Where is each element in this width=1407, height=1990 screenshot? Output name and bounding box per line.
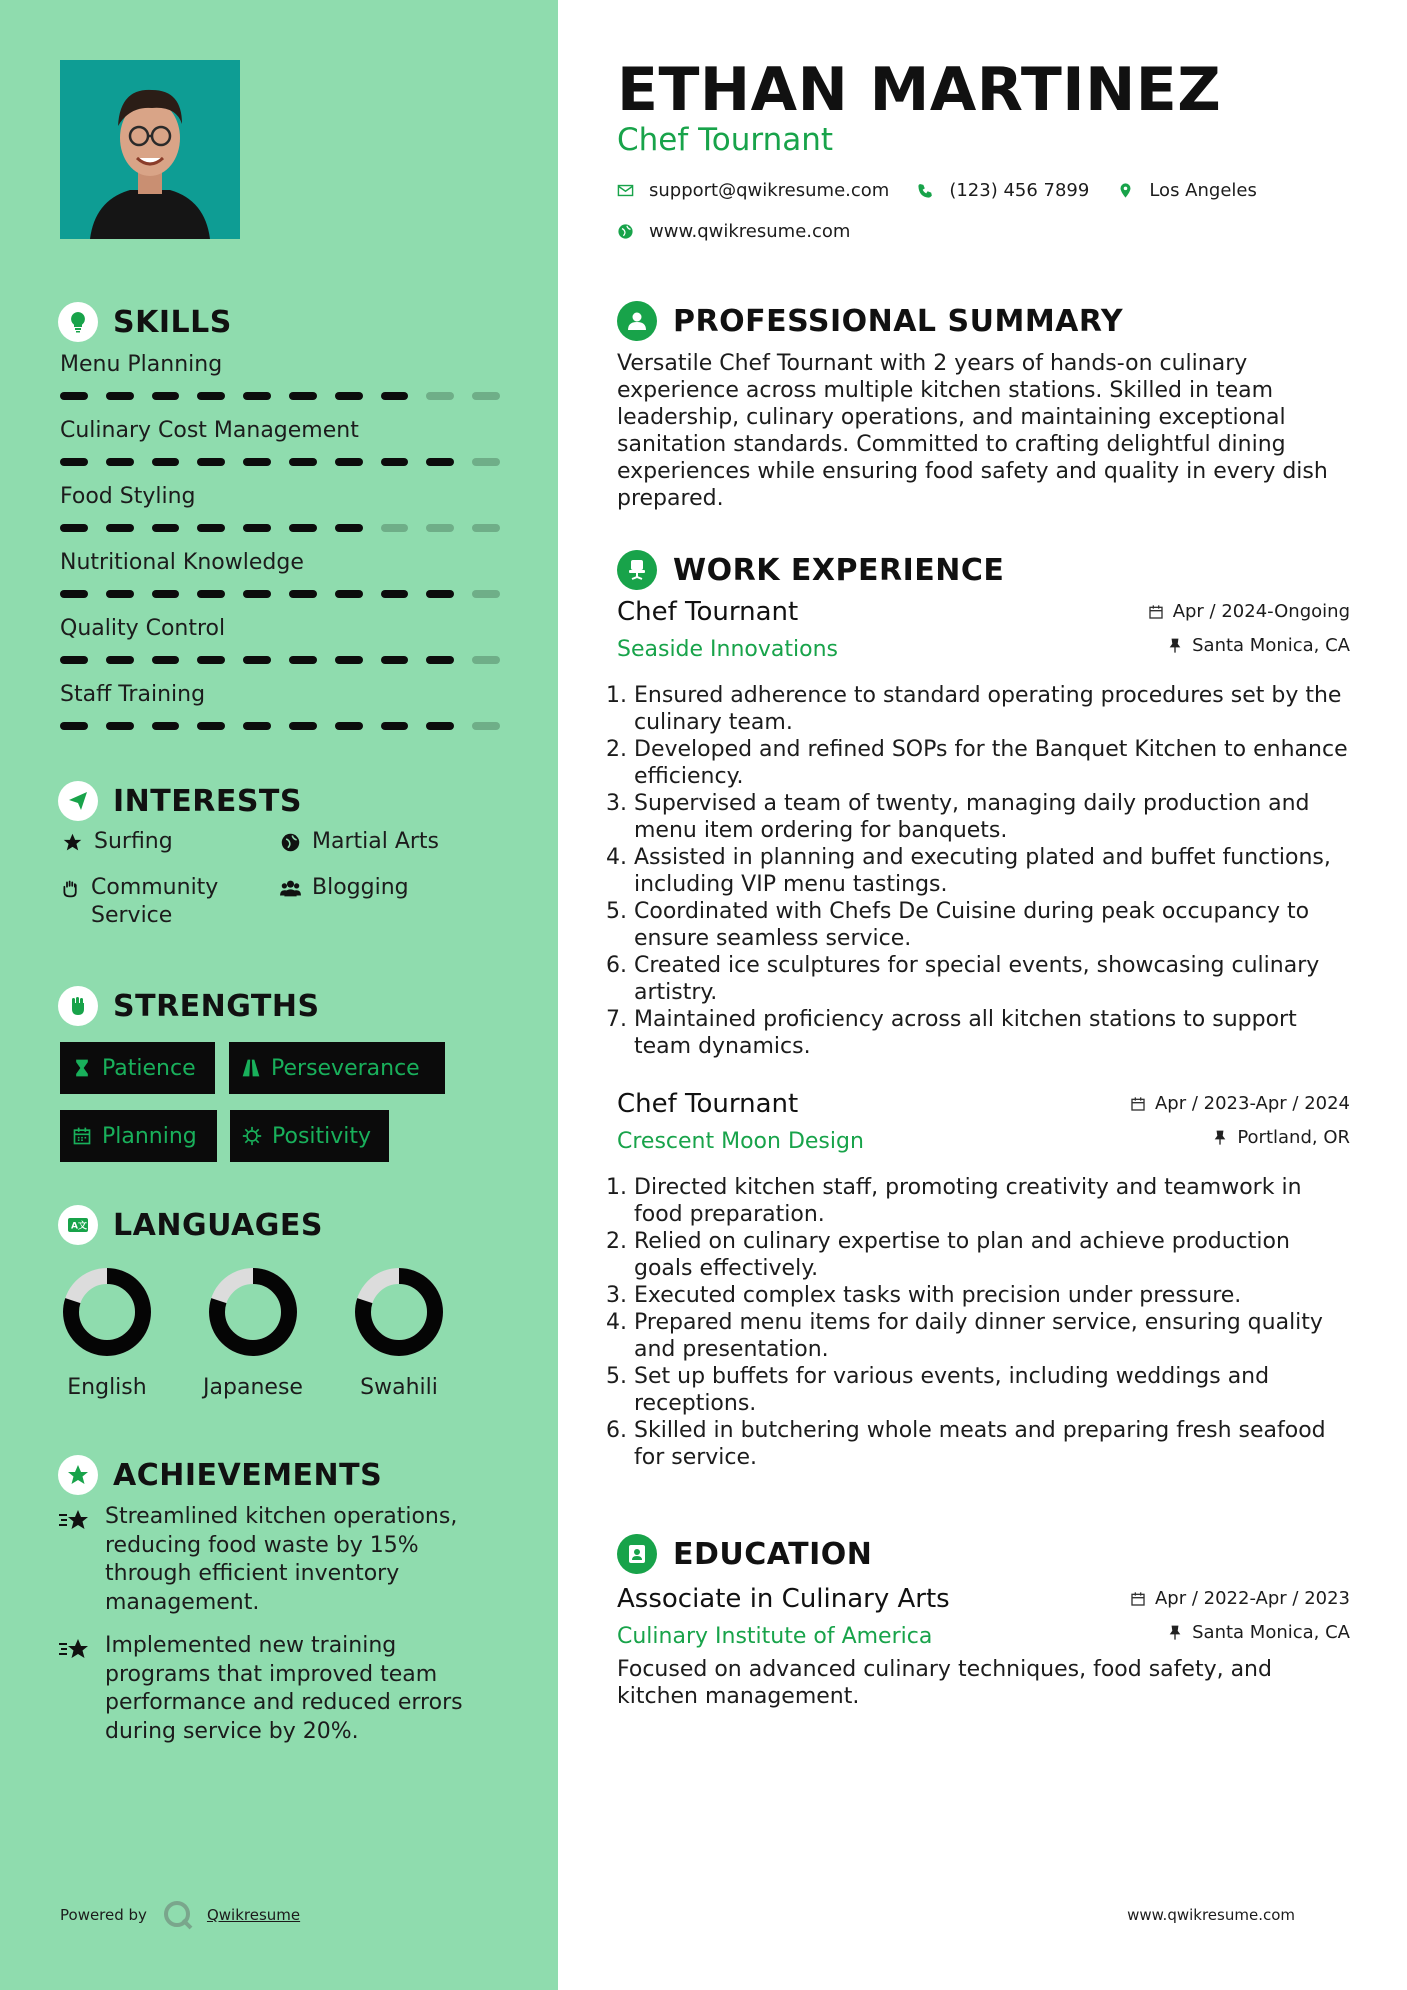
skill-level-segment — [60, 722, 88, 730]
skill-level-segment — [106, 590, 134, 598]
job-title: Chef Tournant — [617, 597, 799, 627]
job-company: Seaside Innovations — [617, 637, 838, 662]
strengths-heading: STRENGTHS — [58, 986, 320, 1026]
language-name: English — [67, 1375, 147, 1400]
skill-level-segment — [106, 722, 134, 730]
shooting-star-icon — [58, 1503, 94, 1617]
footer-url[interactable]: www.qwikresume.com — [1127, 1906, 1295, 1924]
skill-level-segment — [289, 722, 317, 730]
candidate-name: ETHAN MARTINEZ — [617, 55, 1222, 125]
education-description: Focused on advanced culinary techniques, food safety, and kitchen management. — [617, 1657, 1272, 1709]
skill-level-segment — [243, 458, 271, 466]
skill-name: Nutritional Knowledge — [60, 550, 304, 575]
skill-name: Menu Planning — [60, 352, 223, 377]
strength-chip: Patience — [60, 1042, 215, 1094]
skill-level-segment — [289, 656, 317, 664]
degree-title: Associate in Culinary Arts — [617, 1584, 950, 1614]
skill-level-segment — [197, 524, 225, 532]
skill-level-segment — [472, 590, 500, 598]
skill-level-segment — [426, 590, 454, 598]
skill-level-segment — [152, 392, 180, 400]
interest-item: Blogging — [278, 874, 409, 902]
skill-level-segment — [243, 392, 271, 400]
achievement-item: Streamlined kitchen operations, reducing food waste by 15% through efficient inventory management. — [58, 1503, 498, 1617]
phone-contact[interactable]: (123) 456 7899 — [917, 180, 1089, 201]
skill-level-segment — [106, 524, 134, 532]
job-duties — [617, 682, 1350, 1060]
language-level-donut — [206, 1265, 300, 1359]
skill-item — [60, 548, 500, 614]
skill-level-segment — [289, 392, 317, 400]
skill-level-segment — [152, 590, 180, 598]
skill-level-bar — [60, 722, 500, 730]
languages-heading: A文 LANGUAGES — [58, 1205, 323, 1245]
skill-level-segment — [335, 524, 363, 532]
skill-level-segment — [381, 524, 409, 532]
job-date: Apr / 2024-Ongoing — [1148, 601, 1350, 622]
job-date: Apr / 2023-Apr / 2024 — [1130, 1093, 1350, 1114]
skill-level-segment — [335, 656, 363, 664]
calendar-icon — [1148, 604, 1164, 620]
achievements-list — [58, 1503, 498, 1761]
job-duties — [617, 1174, 1350, 1471]
shooting-star-icon — [58, 1632, 94, 1746]
globe-icon — [278, 828, 302, 856]
duty-item: 6. Created ice sculptures for special events, showcasing culinary artistry. — [634, 952, 1350, 1006]
pushpin-icon — [1167, 1625, 1183, 1641]
phone-icon — [917, 182, 934, 199]
language-item — [37, 1265, 177, 1400]
user-icon — [617, 301, 657, 341]
job-entry — [617, 1089, 1350, 1471]
pushpin-icon — [1167, 638, 1183, 654]
education-date: Apr / 2022-Apr / 2023 — [1130, 1588, 1350, 1609]
globe-icon — [617, 223, 634, 240]
skill-level-segment — [152, 722, 180, 730]
skill-level-bar — [60, 656, 500, 664]
skill-level-bar — [60, 524, 500, 532]
paper-plane-icon — [58, 781, 98, 821]
interests-heading: INTERESTS — [58, 781, 302, 821]
envelope-icon — [617, 182, 634, 199]
job-location: Portland, OR — [1212, 1127, 1350, 1148]
skill-level-segment — [289, 524, 317, 532]
duty-item: 7. Maintained proficiency across all kitchen stations to support team dynamics. — [634, 1006, 1350, 1060]
strength-chip: Perseverance — [229, 1042, 445, 1094]
skill-level-segment — [426, 524, 454, 532]
duty-item: 1. Directed kitchen staff, promoting creativity and teamwork in food preparation. — [634, 1174, 1350, 1228]
duty-item: 3. Supervised a team of twenty, managing daily production and menu item ordering for banquets. — [634, 790, 1350, 844]
skill-level-segment — [106, 656, 134, 664]
skill-level-segment — [381, 458, 409, 466]
skill-item — [60, 482, 500, 548]
skill-level-segment — [289, 590, 317, 598]
interest-item: Surfing — [60, 828, 173, 856]
skill-level-segment — [243, 722, 271, 730]
job-location: Santa Monica, CA — [1167, 635, 1350, 656]
duty-item: 5. Coordinated with Chefs De Cuisine during peak occupancy to ensure seamless service. — [634, 898, 1350, 952]
email-contact[interactable]: support@qwikresume.com — [617, 180, 889, 201]
profile-photo — [60, 60, 240, 239]
candidate-role: Chef Tournant — [617, 122, 834, 158]
language-name: Japanese — [203, 1375, 303, 1400]
education-location: Santa Monica, CA — [1167, 1622, 1350, 1643]
qwikresume-logo-icon — [161, 1898, 195, 1932]
skill-name: Quality Control — [60, 616, 226, 641]
road-icon — [241, 1058, 261, 1078]
duty-item: 4. Assisted in planning and executing plated and buffet functions, including VIP menu tastings. — [634, 844, 1350, 898]
skill-level-segment — [472, 458, 500, 466]
skill-level-segment — [60, 524, 88, 532]
star-icon — [60, 828, 84, 856]
website-row — [617, 221, 878, 242]
sidebar — [0, 0, 558, 1990]
skill-item — [60, 416, 500, 482]
skill-level-segment — [472, 656, 500, 664]
skill-level-segment — [381, 590, 409, 598]
skill-level-bar — [60, 458, 500, 466]
skill-level-segment — [472, 392, 500, 400]
duty-item: 1. Ensured adherence to standard operating procedures set by the culinary team. — [634, 682, 1350, 736]
skill-item — [60, 350, 500, 416]
star-badge-icon — [58, 1455, 98, 1495]
pushpin-icon — [1212, 1130, 1228, 1146]
lightbulb-icon — [58, 302, 98, 342]
skill-level-segment — [243, 524, 271, 532]
skill-level-segment — [60, 656, 88, 664]
sun-icon — [242, 1126, 262, 1146]
svg-text:A文: A文 — [71, 1221, 87, 1232]
job-entry — [617, 597, 1350, 1060]
job-company: Crescent Moon Design — [617, 1129, 864, 1154]
calendar-icon — [1130, 1096, 1146, 1112]
education-heading: EDUCATION — [617, 1534, 872, 1574]
skill-level-segment — [152, 524, 180, 532]
skill-level-segment — [426, 392, 454, 400]
skill-level-bar — [60, 590, 500, 598]
skill-level-segment — [197, 590, 225, 598]
skill-name: Staff Training — [60, 682, 206, 707]
hand-icon — [60, 874, 81, 902]
skill-level-segment — [106, 392, 134, 400]
skill-level-segment — [152, 458, 180, 466]
job-title: Chef Tournant — [617, 1089, 799, 1119]
duty-item: 3. Executed complex tasks with precision under pressure. — [634, 1282, 1350, 1309]
skill-level-segment — [197, 656, 225, 664]
experience-heading: WORK EXPERIENCE — [617, 550, 1004, 590]
duty-item: 4. Prepared menu items for daily dinner service, ensuring quality and presentation. — [634, 1309, 1350, 1363]
skill-level-segment — [426, 722, 454, 730]
language-item — [183, 1265, 323, 1400]
duty-item: 2. Developed and refined SOPs for the Banquet Kitchen to enhance efficiency. — [634, 736, 1350, 790]
skill-level-segment — [472, 524, 500, 532]
contact-row — [617, 180, 1285, 201]
brand-link[interactable]: Qwikresume — [206, 1906, 301, 1924]
skill-level-segment — [152, 656, 180, 664]
achievement-item: Implemented new training programs that improved team performance and reduced errors during service by 20%. — [58, 1632, 498, 1746]
skill-level-segment — [426, 656, 454, 664]
skill-name: Food Styling — [60, 484, 196, 509]
skill-level-segment — [243, 590, 271, 598]
graduate-icon — [617, 1534, 657, 1574]
language-item — [329, 1265, 469, 1400]
website-contact[interactable]: www.qwikresume.com — [617, 221, 850, 242]
school-name: Culinary Institute of America — [617, 1624, 933, 1649]
skill-level-segment — [335, 392, 363, 400]
skill-level-segment — [289, 458, 317, 466]
skill-level-segment — [60, 392, 88, 400]
strength-chip: Positivity — [230, 1110, 389, 1162]
interest-item: Community Service — [60, 874, 240, 930]
skill-level-segment — [335, 458, 363, 466]
hourglass-icon — [72, 1058, 92, 1078]
skill-item — [60, 614, 500, 680]
skill-level-segment — [381, 722, 409, 730]
skill-level-segment — [197, 458, 225, 466]
skills-heading: SKILLS — [58, 302, 232, 342]
map-pin-icon — [1117, 182, 1134, 199]
duty-item: 5. Set up buffets for various events, including weddings and receptions. — [634, 1363, 1350, 1417]
skill-level-segment — [472, 722, 500, 730]
skill-item — [60, 680, 500, 746]
skill-level-segment — [106, 458, 134, 466]
skills-list — [60, 350, 500, 746]
language-level-donut — [352, 1265, 446, 1359]
language-icon — [58, 1205, 98, 1245]
office-chair-icon — [617, 550, 657, 590]
language-name: Swahili — [360, 1375, 438, 1400]
skill-name: Culinary Cost Management — [60, 418, 359, 443]
powered-by: Powered by Qwikresume — [60, 1898, 300, 1932]
strength-chip: Planning — [60, 1110, 217, 1162]
achievements-heading: ACHIEVEMENTS — [58, 1455, 382, 1495]
education-entry — [617, 1584, 1350, 1710]
duty-item: 2. Relied on culinary expertise to plan and achieve production goals effectively. — [634, 1228, 1350, 1282]
summary-text: Versatile Chef Tournant with 2 years of hands-on culinary experience across multiple kitchen stations. Skilled in team leadership, culinary operations, and maintaining exceptional sanitation standards. Committed to crafting delightful dining experiences while ensuring food safety and quality in every dish prepared. — [617, 351, 1328, 511]
skill-level-segment — [60, 458, 88, 466]
skill-level-segment — [426, 458, 454, 466]
skill-level-segment — [381, 656, 409, 664]
calendar-icon — [1130, 1591, 1146, 1607]
skill-level-segment — [335, 590, 363, 598]
skill-level-segment — [197, 392, 225, 400]
fist-icon — [58, 986, 98, 1026]
skill-level-segment — [335, 722, 363, 730]
calendar-icon — [72, 1126, 92, 1146]
summary-heading: PROFESSIONAL SUMMARY — [617, 301, 1123, 341]
duty-item: 6. Skilled in butchering whole meats and preparing fresh seafood for service. — [634, 1417, 1350, 1471]
skill-level-bar — [60, 392, 500, 400]
location-contact: Los Angeles — [1117, 180, 1257, 201]
users-icon — [278, 874, 302, 902]
skill-level-segment — [243, 656, 271, 664]
skill-level-segment — [197, 722, 225, 730]
language-level-donut — [60, 1265, 154, 1359]
skill-level-segment — [60, 590, 88, 598]
skill-level-segment — [381, 392, 409, 400]
interest-item: Martial Arts — [278, 828, 439, 856]
